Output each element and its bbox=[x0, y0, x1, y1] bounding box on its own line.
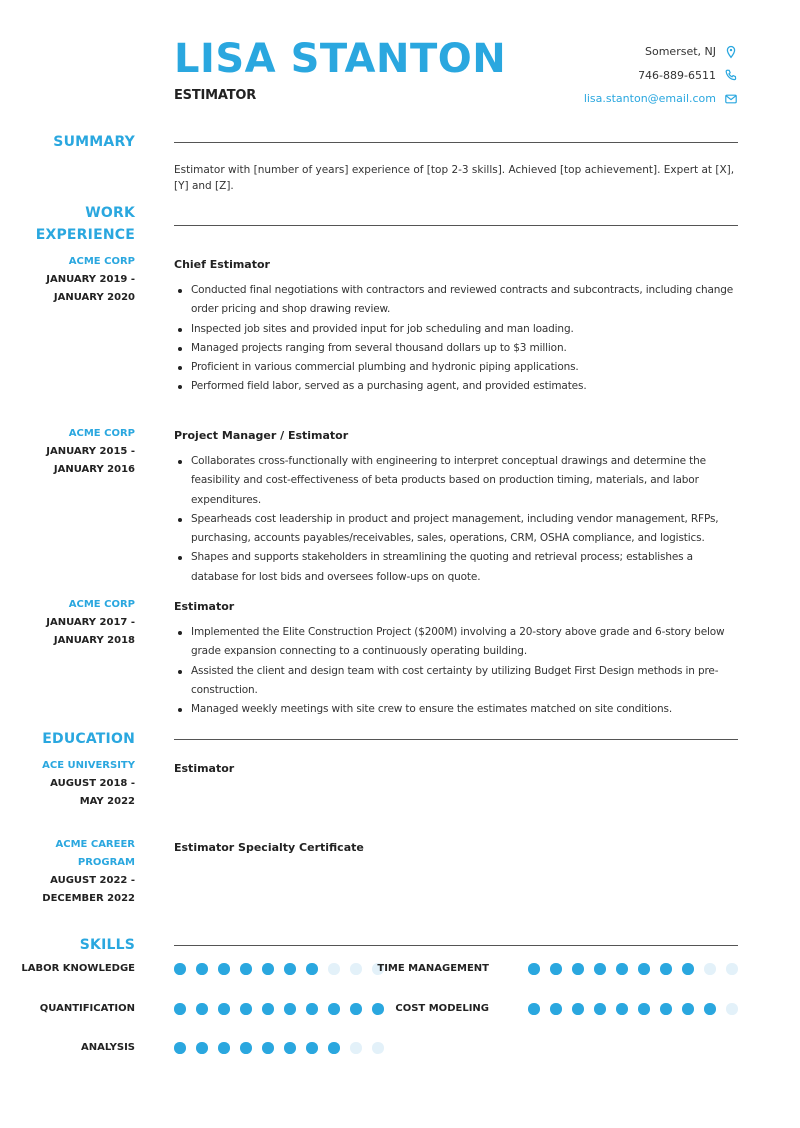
skill-dot-filled bbox=[682, 1003, 694, 1015]
summary-divider bbox=[174, 142, 738, 143]
skill-dot-filled bbox=[306, 963, 318, 975]
skill-dot-empty bbox=[726, 1003, 738, 1015]
skill-dot-filled bbox=[196, 1003, 208, 1015]
skill-dot-filled bbox=[528, 963, 540, 975]
school-name: ACE UNIVERSITY bbox=[42, 760, 135, 771]
skill-rating bbox=[528, 1003, 738, 1015]
skill-dot-filled bbox=[328, 1042, 340, 1054]
job-meta bbox=[15, 425, 135, 479]
skill-dot-filled bbox=[196, 963, 208, 975]
job-dates-end: JANUARY 2016 bbox=[53, 464, 135, 475]
skill-dot-filled bbox=[328, 1003, 340, 1015]
job-bullet: Proficient in various commercial plumbing and hydronic piping applications. bbox=[191, 358, 740, 377]
job-bullet: Spearheads cost leadership in product and project management, including vendor management, RFPs, purchasing, accounts payables/receivables, sales, operations, CRM, OSHA compliance, and logistics. bbox=[191, 510, 740, 549]
skill-rating bbox=[174, 963, 384, 975]
skill-dot-filled bbox=[550, 963, 562, 975]
skill-dot-filled bbox=[616, 963, 628, 975]
skill-dot-empty bbox=[328, 963, 340, 975]
contact-block bbox=[584, 40, 738, 111]
job-bullet: Implemented the Elite Construction Project ($200M) involving a 20-story above grade and 6-story below grade expansion connecting to a continuously operating building. bbox=[191, 623, 740, 662]
skill-name: LABOR KNOWLEDGE bbox=[21, 963, 135, 974]
skill-dot-filled bbox=[262, 1003, 274, 1015]
skill-dot-empty bbox=[372, 1042, 384, 1054]
skill-rating bbox=[174, 1042, 384, 1054]
company-name: ACME CORP bbox=[68, 256, 135, 267]
skill-dot-filled bbox=[218, 963, 230, 975]
skill-name: COST MODELING bbox=[395, 1003, 489, 1014]
skill-dot-filled bbox=[350, 1003, 362, 1015]
skill-dot-empty bbox=[350, 963, 362, 975]
job-role: Chief Estimator bbox=[174, 258, 270, 271]
map-pin-icon bbox=[724, 45, 738, 59]
skill-dot-filled bbox=[616, 1003, 628, 1015]
skill-dot-filled bbox=[372, 1003, 384, 1015]
envelope-icon bbox=[724, 92, 738, 106]
skill-dot-filled bbox=[196, 1042, 208, 1054]
work-heading bbox=[36, 202, 135, 246]
education-dates-end: MAY 2022 bbox=[79, 796, 135, 807]
work-heading-line2: EXPERIENCE bbox=[35, 227, 135, 243]
school-name: ACME CAREER bbox=[55, 839, 135, 850]
skill-rating bbox=[528, 963, 738, 975]
job-bullet: Conducted final negotiations with contractors and reviewed contracts and subcontracts, including change order pricing and shop drawing review. bbox=[191, 281, 740, 320]
company-name: ACME CORP bbox=[68, 428, 135, 439]
skill-dot-empty bbox=[350, 1042, 362, 1054]
education-divider bbox=[174, 739, 738, 740]
skills-divider bbox=[174, 945, 738, 946]
school-name-line2: PROGRAM bbox=[77, 857, 135, 868]
contact-email[interactable] bbox=[584, 87, 738, 111]
job-bullet: Managed weekly meetings with site crew to ensure the estimates matched on site conditions. bbox=[191, 700, 740, 719]
job-dates-start: JANUARY 2019 - bbox=[46, 274, 135, 285]
location-text: Somerset, NJ bbox=[645, 45, 716, 59]
skill-dot-filled bbox=[594, 963, 606, 975]
education-entry bbox=[174, 840, 740, 864]
skill-dot-filled bbox=[240, 1003, 252, 1015]
skill-dot-filled bbox=[218, 1042, 230, 1054]
skill-name: QUANTIFICATION bbox=[39, 1003, 135, 1014]
skill-dot-filled bbox=[306, 1042, 318, 1054]
education-entry bbox=[174, 761, 740, 785]
company-name: ACME CORP bbox=[68, 599, 135, 610]
job-bullet: Collaborates cross-functionally with engineering to interpret conceptual drawings and determine the feasibility and cost-effectiveness of beta products based on production timing, materials, and labor expenditures. bbox=[191, 452, 740, 510]
skills-heading: SKILLS bbox=[79, 937, 135, 953]
education-heading: EDUCATION bbox=[42, 731, 135, 747]
education-meta bbox=[15, 757, 135, 811]
skill-dot-filled bbox=[284, 1042, 296, 1054]
work-divider bbox=[174, 225, 738, 226]
skill-dot-filled bbox=[240, 1042, 252, 1054]
skill-dot-filled bbox=[284, 963, 296, 975]
candidate-name: LISA STANTON bbox=[174, 36, 507, 82]
job-bullets bbox=[174, 623, 740, 719]
skill-dot-filled bbox=[660, 963, 672, 975]
skill-dot-filled bbox=[572, 963, 584, 975]
job-bullets bbox=[174, 452, 740, 587]
contact-location bbox=[584, 40, 738, 64]
job-dates-start: JANUARY 2017 - bbox=[46, 617, 135, 628]
skill-dot-empty bbox=[726, 963, 738, 975]
degree-name: Estimator Specialty Certificate bbox=[174, 841, 364, 854]
job-dates-start: JANUARY 2015 - bbox=[46, 446, 135, 457]
skill-dot-filled bbox=[704, 1003, 716, 1015]
job-role: Estimator bbox=[174, 600, 235, 613]
phone-text: 746-889-6511 bbox=[638, 68, 716, 82]
job-bullets bbox=[174, 281, 740, 397]
summary-text: Estimator with [number of years] experience of [top 2-3 skills]. Achieved [top achievement]. Expert at [X], [Y] and [Z]. bbox=[174, 164, 735, 192]
job-entry bbox=[174, 428, 740, 587]
skill-dot-filled bbox=[174, 1003, 186, 1015]
skill-dot-filled bbox=[306, 1003, 318, 1015]
work-heading-line1: WORK bbox=[85, 205, 135, 221]
skill-dot-filled bbox=[528, 1003, 540, 1015]
degree-name: Estimator bbox=[174, 762, 235, 775]
skill-dot-empty bbox=[704, 963, 716, 975]
job-bullet: Managed projects ranging from several thousand dollars up to $3 million. bbox=[191, 339, 740, 358]
skill-dot-filled bbox=[638, 1003, 650, 1015]
skill-dot-filled bbox=[638, 963, 650, 975]
job-bullet: Performed field labor, served as a purchasing agent, and provided estimates. bbox=[191, 377, 740, 396]
job-dates-end: JANUARY 2020 bbox=[53, 292, 135, 303]
contact-phone bbox=[584, 64, 738, 88]
skill-dot-filled bbox=[682, 963, 694, 975]
skill-dot-filled bbox=[550, 1003, 562, 1015]
skill-dot-filled bbox=[660, 1003, 672, 1015]
skill-dot-filled bbox=[284, 1003, 296, 1015]
education-meta bbox=[15, 836, 135, 908]
education-dates-start: AUGUST 2022 - bbox=[50, 875, 135, 886]
job-entry bbox=[174, 257, 740, 397]
skill-dot-filled bbox=[262, 1042, 274, 1054]
job-bullet: Assisted the client and design team with cost certainty by utilizing Budget First Design methods in pre-construction. bbox=[191, 662, 740, 701]
job-meta bbox=[15, 253, 135, 307]
skill-dot-filled bbox=[572, 1003, 584, 1015]
skill-dot-filled bbox=[594, 1003, 606, 1015]
skill-dot-filled bbox=[262, 963, 274, 975]
job-bullet: Shapes and supports stakeholders in streamlining the quoting and retrieval process; establishes a database for lost bids and oversees follow-ups on quote. bbox=[191, 548, 740, 587]
education-dates-end: DECEMBER 2022 bbox=[42, 893, 135, 904]
job-entry bbox=[174, 599, 740, 719]
skill-dot-filled bbox=[174, 1042, 186, 1054]
skill-name: ANALYSIS bbox=[80, 1042, 135, 1053]
skill-name: TIME MANAGEMENT bbox=[377, 963, 489, 974]
email-link[interactable]: lisa.stanton@email.com bbox=[583, 92, 716, 106]
summary-heading: SUMMARY bbox=[53, 134, 135, 150]
job-role: Project Manager / Estimator bbox=[174, 429, 349, 442]
skill-dot-filled bbox=[218, 1003, 230, 1015]
education-dates-start: AUGUST 2018 - bbox=[50, 778, 135, 789]
phone-icon bbox=[724, 68, 738, 82]
skill-rating bbox=[174, 1003, 384, 1015]
job-meta bbox=[15, 596, 135, 650]
candidate-title: ESTIMATOR bbox=[174, 88, 257, 103]
job-bullet: Inspected job sites and provided input for job scheduling and man loading. bbox=[191, 320, 740, 339]
skill-dot-filled bbox=[240, 963, 252, 975]
skill-dot-filled bbox=[174, 963, 186, 975]
job-dates-end: JANUARY 2018 bbox=[53, 635, 135, 646]
